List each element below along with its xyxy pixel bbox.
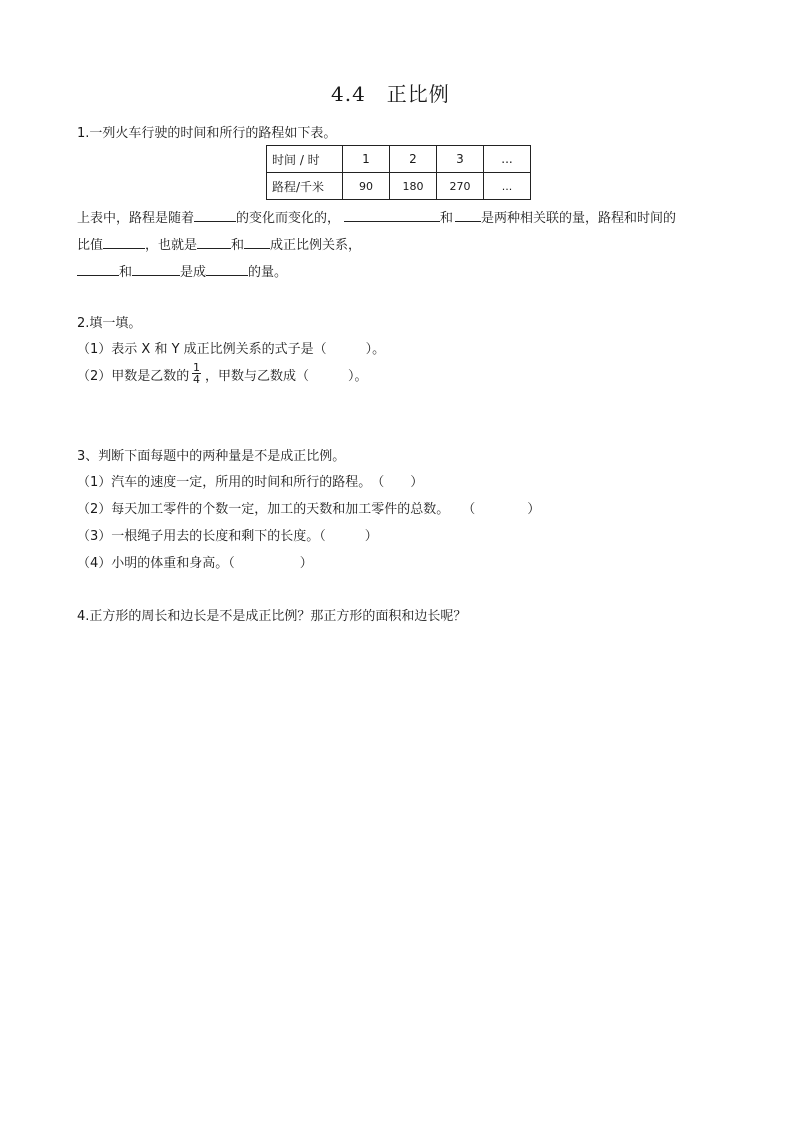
table-cell: 270 <box>437 173 484 200</box>
q1-line1-text: 和 <box>440 211 454 226</box>
table-cell: ... <box>484 146 531 173</box>
table-cell: ... <box>484 173 531 200</box>
table-cell: 1 <box>343 146 390 173</box>
answer-blank[interactable] <box>103 235 145 249</box>
q1-line2-text: ，也就是 <box>145 238 198 253</box>
q1-line2-text: 和 <box>231 238 245 253</box>
answer-blank[interactable] <box>132 262 180 276</box>
q2-item-2-part-a: （2）甲数是乙数的 <box>77 369 190 384</box>
q2-item-2-part-b: ，甲数与乙数成（ ）。 <box>205 369 368 384</box>
page-title: 4.4 正比例 <box>331 82 450 106</box>
q1-intro: 1.一列火车行驶的时间和所行的路程如下表。 <box>77 126 337 141</box>
q1-line2-text: 比值 <box>77 238 104 253</box>
answer-blank[interactable] <box>197 235 231 249</box>
fraction-numerator: 1 <box>193 361 200 374</box>
q1-line1-text: 上表中，路程是随着 <box>77 211 195 226</box>
q3-item-1: （1）汽车的速度一定，所用的时间和所行的路程。 （ ） <box>77 475 424 490</box>
table-cell: 90 <box>343 173 390 200</box>
q1-line3-text: 的量。 <box>248 265 288 280</box>
q3-item-2: （2）每天加工零件的个数一定，加工的天数和加工零件的总数。 （ ） <box>77 502 541 517</box>
q1-line3 <box>77 262 287 281</box>
time-distance-table <box>266 145 531 200</box>
fraction-one-quarter <box>192 362 201 385</box>
q1-line2 <box>77 235 361 254</box>
q1-line1 <box>77 208 676 227</box>
q4-text: 4.正方形的周长和边长是不是成正比例？那正方形的面积和边长呢？ <box>77 609 467 624</box>
answer-blank[interactable] <box>194 208 236 222</box>
table-row <box>267 173 531 200</box>
q2-item-1: （1）表示 X 和 Y 成正比例关系的式子是（ ）。 <box>77 342 386 357</box>
table-cell: 180 <box>390 173 437 200</box>
q1-line2-text: 成正比例关系， <box>270 238 362 253</box>
table-row <box>267 146 531 173</box>
answer-blank[interactable] <box>77 262 119 276</box>
q1-line3-text: 和 <box>119 265 133 280</box>
table-cell: 2 <box>390 146 437 173</box>
q1-line1-text: 是两种相关联的量，路程和时间的 <box>481 211 677 226</box>
q1-line1-text: 的变化而变化的， <box>236 211 341 226</box>
answer-blank[interactable] <box>206 262 248 276</box>
answer-blank[interactable] <box>455 208 481 222</box>
table-cell: 3 <box>437 146 484 173</box>
q3-item-4: （4）小明的体重和身高。（ ） <box>77 556 313 571</box>
answer-blank[interactable] <box>244 235 270 249</box>
q2-heading: 2.填一填。 <box>77 316 142 331</box>
table-header-cell: 路程/千米 <box>267 173 343 200</box>
table-header-cell: 时间 / 时 <box>267 146 343 173</box>
q3-item-3: （3）一根绳子用去的长度和剩下的长度。（ ） <box>77 529 378 544</box>
answer-blank[interactable] <box>344 208 440 222</box>
q1-line3-text: 是成 <box>180 265 207 280</box>
fraction-denominator: 4 <box>193 373 200 386</box>
q3-heading: 3、判断下面每题中的两种量是不是成正比例。 <box>77 449 346 464</box>
